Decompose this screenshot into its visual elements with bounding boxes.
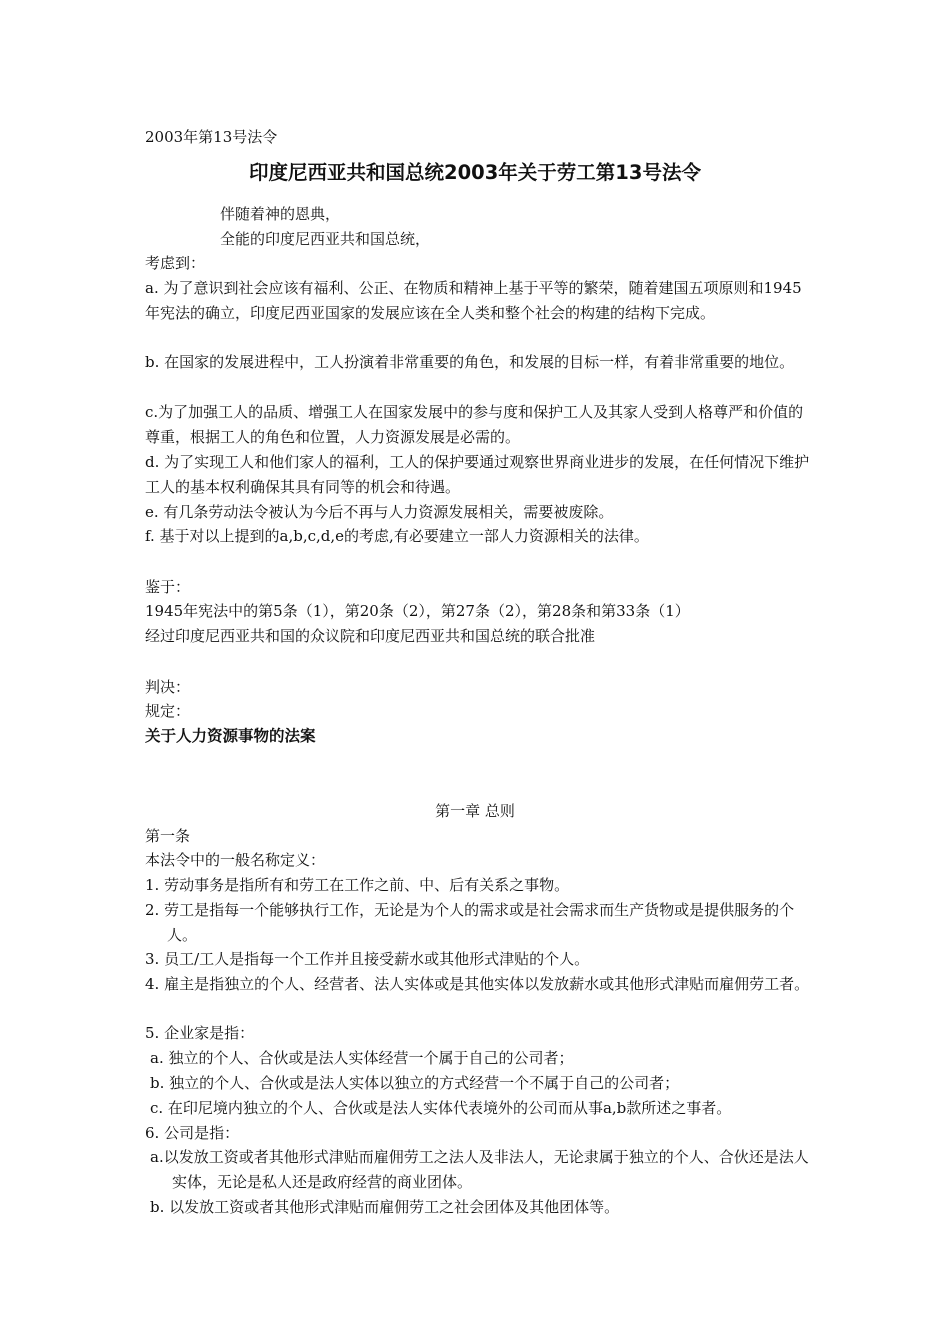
considering-item-c: c.为了加强工人的品质、增强工人在国家发展中的参与度和保护工人及其家人受到人格尊严和价值的尊重，根据工人的角色和位置，人力资源发展是必需的。 — [145, 403, 804, 446]
definition-5: 5. 企业家是指： — [145, 1024, 255, 1042]
company-label: 6. 公司是指： — [145, 1124, 240, 1142]
entrepreneur-item-a: a. 独立的个人、合伙或是法人实体经营一个属于自己的公司者； — [150, 1049, 574, 1067]
law-name: 关于人力资源事物的法案 — [145, 727, 316, 745]
entrepreneur-item-b: b. 独立的个人、合伙或是法人实体以独立的方式经营一个不属于自己的公司者； — [150, 1074, 680, 1092]
stipulate-label: 规定： — [145, 702, 191, 720]
definition-4: 4. 雇主是指独立的个人、经营者、法人实体或是其他实体以发放薪水或其他形式津贴而雇佣劳工者。 — [145, 975, 810, 993]
chapter-title: 第一章 总则 — [435, 802, 515, 820]
invocation-line-2: 全能的印度尼西亚共和国总统， — [220, 230, 431, 248]
definition-1: 1. 劳动事务是指所有和劳工在工作之前、中、后有关系之事物。 — [145, 876, 570, 894]
considering-item-b: b. 在国家的发展进程中，工人扮演着非常重要的角色，和发展的目标一样，有着非常重要的地位。 — [145, 353, 795, 371]
header-line: 2003年第13号法令 — [145, 128, 278, 146]
document-title: 印度尼西亚共和国总统2003年关于劳工第13号法令 — [249, 161, 701, 184]
company-item-a: a.以发放工资或者其他形式津贴而雇佣劳工之法人及非法人，无论隶属于独立的个人、合伙还是法人实体，无论是私人还是政府经营的商业团体。 — [150, 1148, 809, 1191]
considering-item-f: f. 基于对以上提到的a,b,c,d,e的考虑,有必要建立一部人力资源相关的法律。 — [145, 527, 649, 545]
entrepreneur-item-c: c. 在印尼境内独立的个人、合伙或是法人实体代表境外的公司而从事a,b款所述之事者。 — [150, 1099, 732, 1117]
decide-label: 判决： — [145, 678, 191, 696]
considering-item-d: d. 为了实现工人和他们家人的福利，工人的保护要通过观察世界商业进步的发展，在任何情况下维护工人的基本权利确保其具有同等的机会和待遇。 — [145, 453, 810, 496]
company-item-b: b. 以发放工资或者其他形式津贴而雇佣劳工之社会团体及其他团体等。 — [150, 1198, 620, 1216]
in-view-label: 鉴于： — [145, 578, 191, 596]
considering-item-e: e. 有几条劳动法令被认为今后不再与人力资源发展相关，需要被废除。 — [145, 503, 614, 521]
in-view-line-2: 经过印度尼西亚共和国的众议院和印度尼西亚共和国总统的联合批准 — [145, 627, 596, 645]
definition-2: 2. 劳工是指每一个能够执行工作，无论是为个人的需求或是社会需求而生产货物或是提供服务的个人。 — [145, 901, 795, 944]
in-view-line-1: 1945年宪法中的第5条（1），第20条（2），第27条（2），第28条和第33条（1） — [145, 602, 690, 620]
invocation-line-1: 伴随着神的恩典， — [220, 205, 341, 223]
article-title: 第一条 — [145, 827, 191, 845]
considering-label: 考虑到： — [145, 254, 206, 272]
definition-3: 3. 员工/工人是指每一个工作并且接受薪水或其他形式津贴的个人。 — [145, 950, 590, 968]
considering-item-a: a. 为了意识到社会应该有福利、公正、在物质和精神上基于平等的繁荣，随着建国五项原则和1945年宪法的确立，印度尼西亚国家的发展应该在全人类和整个社会的构建的结构下完成。 — [145, 279, 802, 322]
article-intro: 本法令中的一般名称定义： — [145, 851, 326, 869]
